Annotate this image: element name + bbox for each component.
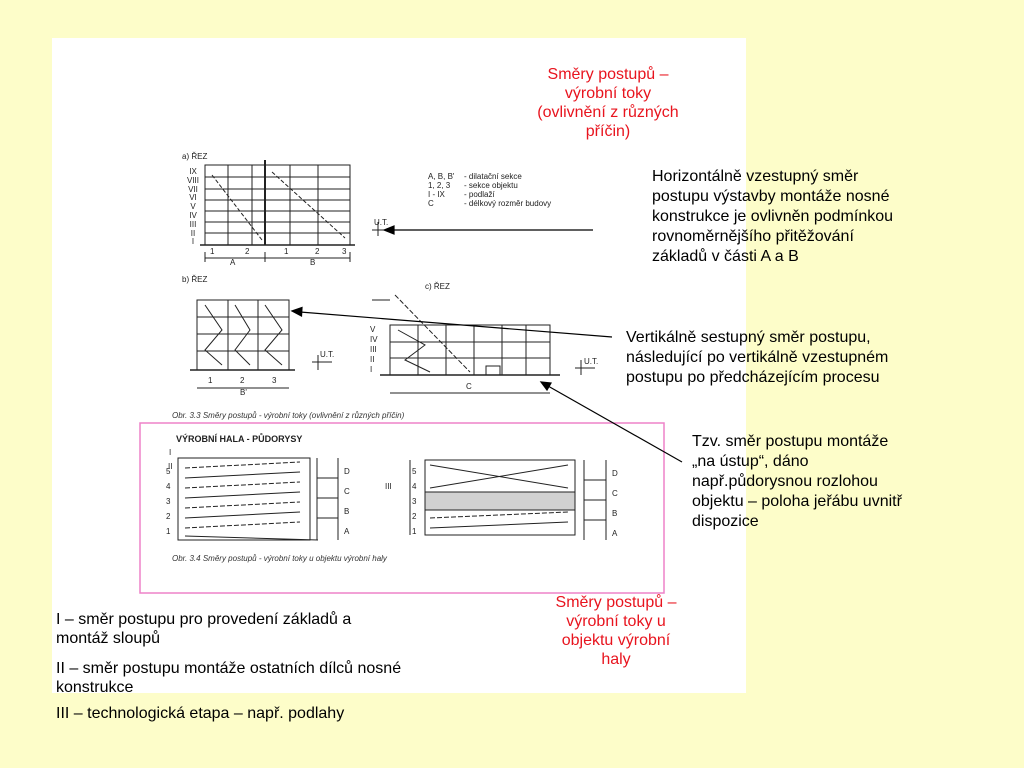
- ut-label-c: U.T.: [584, 357, 599, 366]
- legend-line: montáž sloupů: [56, 630, 161, 647]
- floor-labels: [184, 168, 202, 247]
- ut-label-a: U.T.: [374, 218, 389, 227]
- floor-label: IX: [189, 167, 197, 176]
- roman-ii-label: II: [168, 462, 173, 471]
- hall-title: VÝROBNÍ HALA - PŮDORYSY: [176, 434, 303, 444]
- section-a-num: 1: [284, 247, 289, 256]
- hall-row-labels-right: 5 4 3 2 1: [412, 467, 417, 536]
- arrow-vertical: [300, 312, 612, 337]
- legend-line: II – směr postupu montáže ostatních dílců nosné: [56, 660, 402, 677]
- block-a-label: A: [230, 258, 236, 267]
- hall-col-labels-right: D C B A: [612, 469, 618, 538]
- block-b-label: B: [310, 258, 316, 267]
- floor-label: I: [370, 365, 373, 374]
- figure-legend: A, B, B' - dilatační sekce 1, 2, 3 - sekce objektu I - IX - podlaží C - délkový rozměr budovy: [428, 172, 552, 208]
- section-c-label: c) ŘEZ: [425, 282, 450, 291]
- title-top: Směry postupů – výrobní toky (ovlivnění z různých příčin): [537, 66, 679, 140]
- legend-line: III – technologická etapa – např. podlahy: [56, 705, 345, 722]
- floor-label: I: [191, 237, 195, 247]
- hall-col-labels: D C B A: [344, 467, 350, 536]
- hall-row-labels: 5 4 3 2 1: [166, 467, 171, 536]
- caption-figure-3-4: Obr. 3.4 Směry postupů - výrobní toky u objektu výrobní haly: [172, 554, 387, 563]
- block-c-label: C: [466, 382, 472, 391]
- roman-i-label: I: [169, 448, 172, 457]
- floor-label: IV: [189, 210, 197, 220]
- ut-label-b: U.T.: [320, 350, 335, 359]
- roman-iii-label: III: [385, 482, 392, 491]
- floor-label: V: [370, 325, 376, 334]
- section-a-label: a) ŘEZ: [182, 152, 208, 161]
- section-b-label: b) ŘEZ: [182, 275, 208, 284]
- title-bottom: Směry postupů – výrobní toky u objektu výrobní haly: [555, 594, 677, 668]
- caption-figure-3-3: Obr. 3.3 Směry postupů - výrobní toky (ovlivnění z různých příčin): [172, 411, 405, 420]
- desc-horizontal: Horizontálně vzestupný směr postupu výstavby montáže nosné konstrukce je ovlivněn podmínkou rovnoměrnějšího přitěžování základů v části A a B: [652, 168, 894, 265]
- legend-line: konstrukce: [56, 679, 134, 696]
- legend-line: I – směr postupu pro provedení základů a: [56, 611, 352, 628]
- floor-label: VI: [189, 193, 197, 203]
- floor-label: II: [370, 355, 375, 364]
- arrow-ustup: [548, 386, 682, 462]
- floor-label: III: [370, 345, 377, 354]
- section-a-num: 2: [245, 247, 250, 256]
- pink-frame: [140, 423, 664, 593]
- bottom-legend: [56, 610, 516, 723]
- section-a-num: 3: [342, 247, 347, 256]
- section-b-num: 3: [272, 376, 277, 385]
- floor-label: VII: [188, 184, 198, 194]
- section-b-num: 1: [208, 376, 213, 385]
- desc-ustup: Tzv. směr postupu montáže „na ústup“, dáno např.půdorysnou rozlohou objektu – poloha jeřábu uvnitř dispozice: [692, 433, 902, 530]
- c-floor-labels: [370, 325, 378, 375]
- section-b-num: 2: [240, 376, 245, 385]
- block-b-prime-label: B': [240, 388, 247, 397]
- floor-label: IV: [370, 335, 378, 344]
- floor-label: II: [190, 228, 196, 238]
- floor-label: V: [190, 202, 196, 212]
- section-a-num: 2: [315, 247, 320, 256]
- section-a-num: 1: [210, 247, 215, 256]
- floor-label: III: [189, 219, 197, 229]
- desc-vertical: Vertikálně sestupný směr postupu, následující po vertikálně vzestupném postupu po předcházejícím procesu: [626, 329, 889, 386]
- hall-plan-left: [178, 458, 310, 540]
- floor-label: VIII: [186, 175, 199, 185]
